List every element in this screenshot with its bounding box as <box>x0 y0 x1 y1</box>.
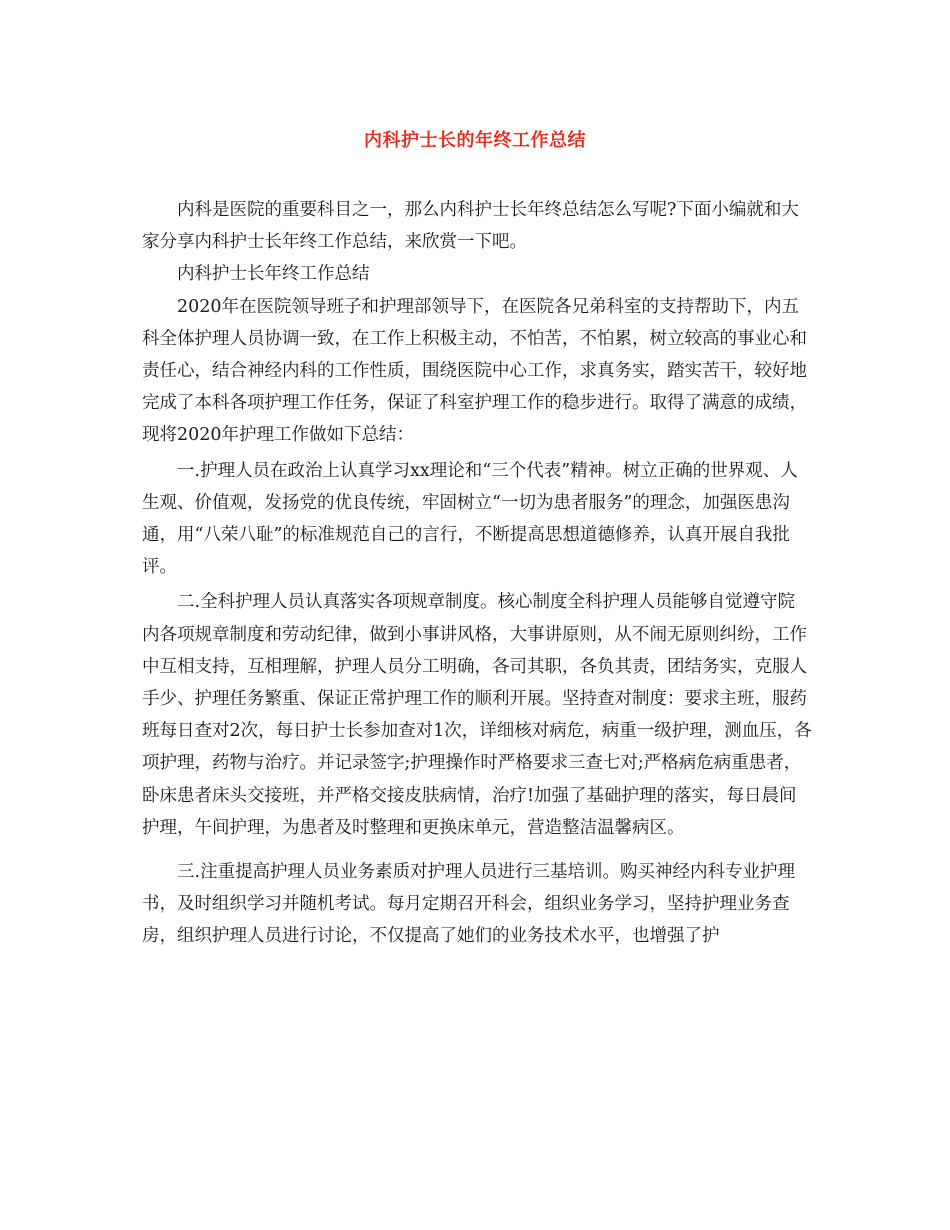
summary-paragraph: 2020年在医院领导班子和护理部领导下，在医院各兄弟科室的支持帮助下，内五科全体护理人员协调一致，在工作上积极主动，不怕苦，不怕累，树立较高的事业心和责任心，结合神经内科的工作性质，围绕医院中心工作，求真务实，踏实苦干，较好地完成了本科各项护理工作任务，保证了科室护理工作的稳步进行。取得了满意的成绩，现将2020年护理工作做如下总结： <box>142 296 807 446</box>
document-title: 内科护士长的年终工作总结 <box>364 130 586 151</box>
document-body <box>142 194 812 953</box>
section-one-paragraph: 一.护理人员在政治上认真学习xx理论和“三个代表”精神。树立正确的世界观、人生观、价值观，发扬党的优良传统，牢固树立“一切为患者服务”的理念，加强医患沟通，用“八荣八耻”的标准规范自己的言行，不断提高思想道德修养，认真开展自我批评。 <box>142 460 798 578</box>
intro-paragraph: 内科是医院的重要科目之一，那么内科护士长年终总结怎么写呢?下面小编就和大家分享内科护士长年终工作总结，来欣赏一下吧。 <box>142 200 799 253</box>
section-three-paragraph: 三.注重提高护理人员业务素质对护理人员进行三基培训。购买神经内科专业护理书，及时组织学习并随机考试。每月定期召开科会，组织业务学习，坚持护理业务查房，组织护理人员进行讨论，不仅提高了她们的业务技术水平，也增强了护 <box>142 862 796 947</box>
subtitle-paragraph: 内科护士长年终工作总结 <box>177 264 370 285</box>
section-two-paragraph: 二.全科护理人员认真落实各项规章制度。核心制度全科护理人员能够自觉遵守院内各项规章制度和劳动纪律，做到小事讲风格，大事讲原则，从不闹无原则纠纷，工作中互相支持，互相理解，护理人员分工明确，各司其职，各负其责，团结务实，克服人手少、护理任务繁重、保证正常护理工作的顺利开展。坚持查对制度：要求主班，服药班每日查对2次，每日护士长参加查对1次，详细核对病危，病重一级护理，测血压，各项护理，药物与治疗。并记录签字;护理操作时严格要求三查七对;严格病危病重患者，卧床患者床头交接班，并严格交接皮肤病情，治疗!加强了基础护理的落实，每日晨间护理，午间护理，为患者及时整理和更换床单元，营造整洁温馨病区。 <box>142 592 812 838</box>
